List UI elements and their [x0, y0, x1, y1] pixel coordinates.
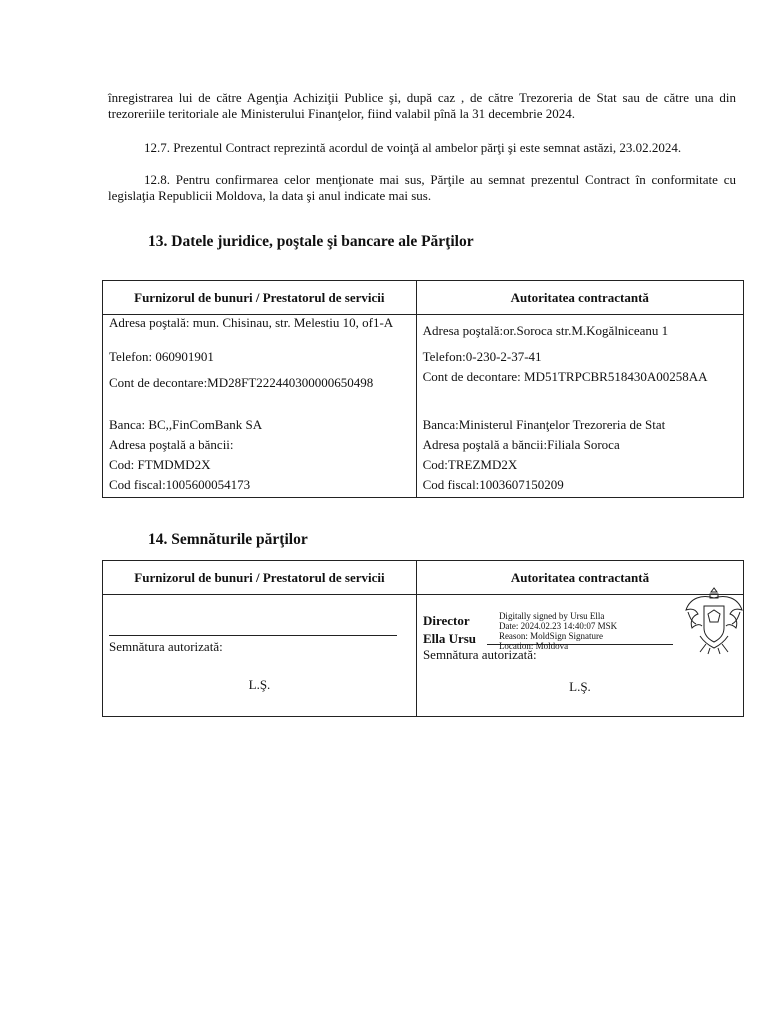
paragraph-validity: înregistrarea lui de către Agenţia Achiziţii Publice şi, după caz , de către Trezoreria de Stat sau de către una din trezoreriile teritoriale ale Ministerului Finanţelor, fiind valabil pînă la 31 decembrie 2024. [108, 90, 736, 121]
digital-signature-line: Location: Moldova [498, 641, 569, 651]
paragraph-12-8: 12.8. Pentru confirmarea celor menţionate mai sus, Părţile au semnat prezentul Contract în conformitate cu legislaţia Republicii Moldova, la data şi anul indicate mai sus. [108, 172, 736, 203]
supplier-fiscal-code: Cod fiscal:1005600054173 [109, 477, 251, 492]
supplier-account: Cont de decontare:MD28FT222440300000650498 [109, 375, 374, 390]
signatures-table [102, 560, 744, 717]
paragraph-12-7: 12.7. Prezentul Contract reprezintă acordul de voinţă al ambelor părţi şi este semnat astăzi, 23.02.2024. [144, 140, 682, 155]
supplier-details [103, 315, 417, 498]
supplier-address: Adresa poştală: mun. Chisinau, str. Melestiu 10, of1-A [109, 315, 394, 330]
supplier-signature-line [109, 635, 397, 636]
authority-fiscal-code: Cod fiscal:1003607150209 [422, 477, 564, 492]
authority-bank-code: Cod:TREZMD2X [422, 457, 518, 472]
authority-signer-name: Ella Ursu [422, 631, 477, 646]
supplier-bank: Banca: BC,,FinComBank SA [109, 417, 263, 432]
supplier-header: Furnizorul de bunuri / Prestatorul de servicii [103, 281, 417, 315]
supplier-sign-header: Furnizorul de bunuri / Prestatorul de servicii [103, 561, 417, 595]
digital-signature-line: Date: 2024.02.23 14:40:07 MSK [498, 621, 618, 631]
authority-stamp-label: L.Ş. [569, 679, 591, 694]
legal-data-table [102, 280, 744, 498]
authority-role: Director [422, 613, 470, 628]
authority-signature-label: Semnătura autorizată: [422, 647, 537, 662]
authority-address: Adresa poştală:or.Soroca str.M.Kogălniceanu 1 [422, 323, 669, 338]
digital-signature-line: Reason: MoldSign Signature [498, 631, 603, 641]
authority-sign-header: Autoritatea contractantă [416, 561, 743, 595]
digital-signature-line: Digitally signed by Ursu Ella [498, 611, 605, 621]
supplier-signature-cell [103, 595, 417, 717]
authority-details [416, 315, 743, 498]
supplier-bank-code: Cod: FTMDMD2X [109, 457, 211, 472]
section-13-title: 13. Datele juridice, poştale şi bancare ale Părţilor [148, 233, 474, 250]
supplier-signature-label: Semnătura autorizată: [109, 639, 223, 654]
authority-phone: Telefon:0-230-2-37-41 [422, 349, 542, 364]
section-14-title: 14. Semnăturile părţilor [148, 531, 308, 548]
supplier-stamp-label: L.Ş. [248, 677, 271, 692]
authority-account: Cont de decontare: MD51TRPCBR518430A00258AA [422, 369, 708, 384]
coat-of-arms-icon [682, 584, 746, 658]
authority-bank-address: Adresa poştală a băncii:Filiala Soroca [422, 437, 620, 452]
authority-header: Autoritatea contractantă [416, 281, 743, 315]
authority-bank: Banca:Ministerul Finanţelor Trezoreria de Stat [422, 417, 666, 432]
supplier-phone: Telefon: 060901901 [109, 349, 214, 364]
digital-signature-stamp [499, 611, 617, 651]
supplier-bank-address: Adresa poştală a băncii: [109, 437, 234, 452]
